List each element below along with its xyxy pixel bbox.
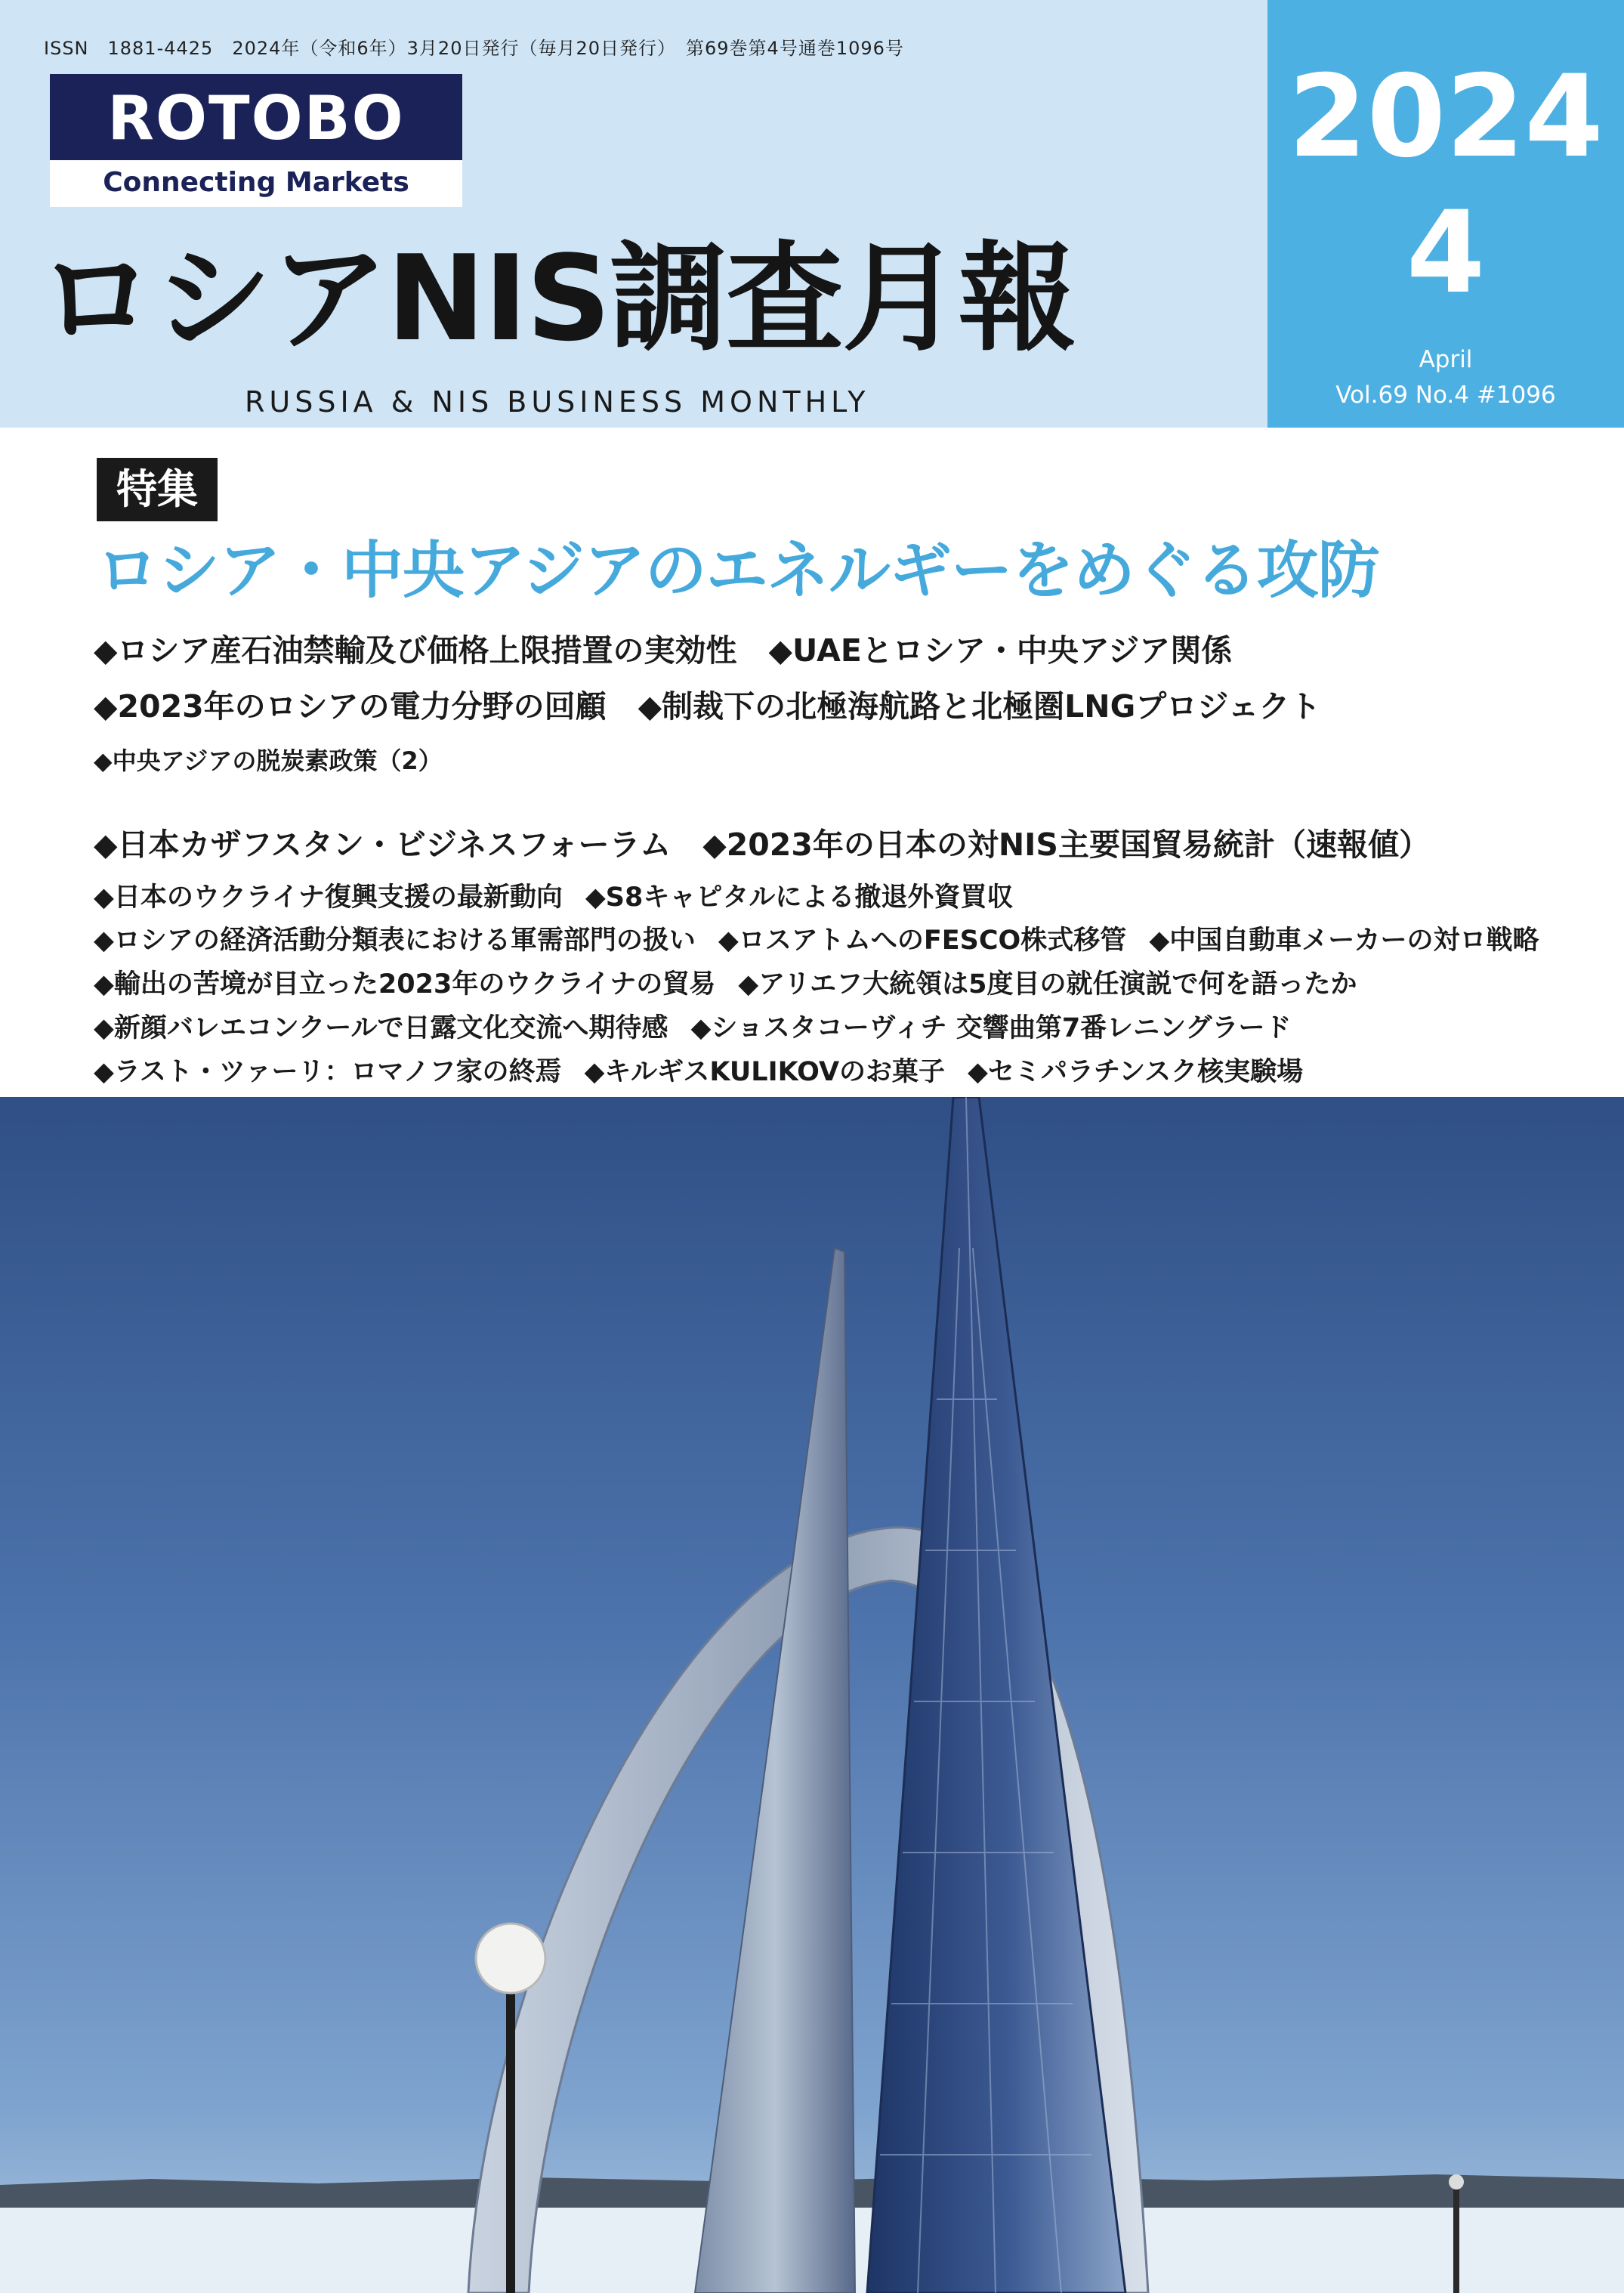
logo-tagline: Connecting Markets [103,167,409,198]
article-item: ◆ラスト・ツァーリ：ロマノフ家の終焉 [94,1057,562,1087]
article-line-1 [94,820,1430,864]
article-line-6 [94,1051,1303,1089]
feature-item: ◆ロシア産石油禁輸及び価格上限措置の実効性 [94,632,737,669]
monument-photo-illustration [0,1097,1624,2293]
issue-month-name: April [1419,346,1473,373]
article-item: ◆セミパラチンスク核実験場 [968,1057,1304,1087]
feature-label: 特集 [97,458,218,521]
magazine-subtitle: RUSSIA & NIS BUSINESS MONTHLY [245,385,870,419]
article-item: ◆ロシアの経済活動分類表における軍需部門の扱い [94,926,696,956]
article-item: ◆日本のウクライナ復興支援の最新動向 [94,882,563,913]
feature-item: ◆2023年のロシアの電力分野の回顧 [94,688,607,725]
feature-item: ◆UAEとロシア・中央アジア関係 [768,632,1233,669]
article-item: ◆ショスタコーヴィチ 交響曲第7番レニングラード [690,1013,1292,1043]
article-line-5 [94,1007,1292,1045]
issn-line: ISSN 1881-4425 2024年（令和6年）3月20日発行（毎月20日発行） 第69巻第4号通巻1096号 [44,38,904,59]
lamp-globe-right [1449,2174,1464,2189]
issue-volume: Vol.69 No.4 #1096 [1335,382,1556,409]
lamp-post [506,1981,515,2293]
feature-line-2 [94,681,1320,726]
article-line-4 [94,963,1357,1001]
feature-line-3 [94,742,443,777]
logo-banner [50,74,462,160]
article-item: ◆アリエフ大統領は5度目の就任演説で何を語ったか [738,969,1357,1000]
logo-wordmark: ROTOBO [107,83,405,153]
article-item: ◆日本カザフスタン・ビジネスフォーラム [94,827,672,863]
feature-title: ロシア・中央アジアのエネルギーをめぐる攻防 [97,535,1379,607]
issue-month: 4 [1406,187,1486,319]
article-item: ◆ロスアトムへのFESCO株式移管 [718,926,1127,956]
article-line-3 [94,919,1539,957]
lamp-globe [476,1924,545,1993]
article-item: ◆中国自動車メーカーの対ロ戦略 [1149,926,1539,956]
rotobo-logo [50,74,462,207]
lamp-post-right [1453,2185,1459,2293]
article-line-2 [94,876,1013,914]
feature-item: ◆制裁下の北極海航路と北極圏LNGプロジェクト [638,688,1321,725]
feature-line-1 [94,626,1232,670]
feature-item: ◆中央アジアの脱炭素政策（2） [94,746,443,775]
article-item: ◆輸出の苦境が目立った2023年のウクライナの貿易 [94,969,716,1000]
magazine-title: ロシアNIS調査月報 [38,230,1075,367]
cover-photo [0,1097,1624,2293]
article-item: ◆S8キャピタルによる撤退外資買収 [585,882,1014,913]
article-item: ◆キルギスKULIKOVのお菓子 [584,1057,946,1087]
article-item: ◆2023年の日本の対NIS主要国貿易統計（速報値） [702,827,1430,863]
issue-year: 2024 [1288,51,1604,183]
article-item: ◆新顔バレエコンクールで日露文化交流へ期待感 [94,1013,668,1043]
